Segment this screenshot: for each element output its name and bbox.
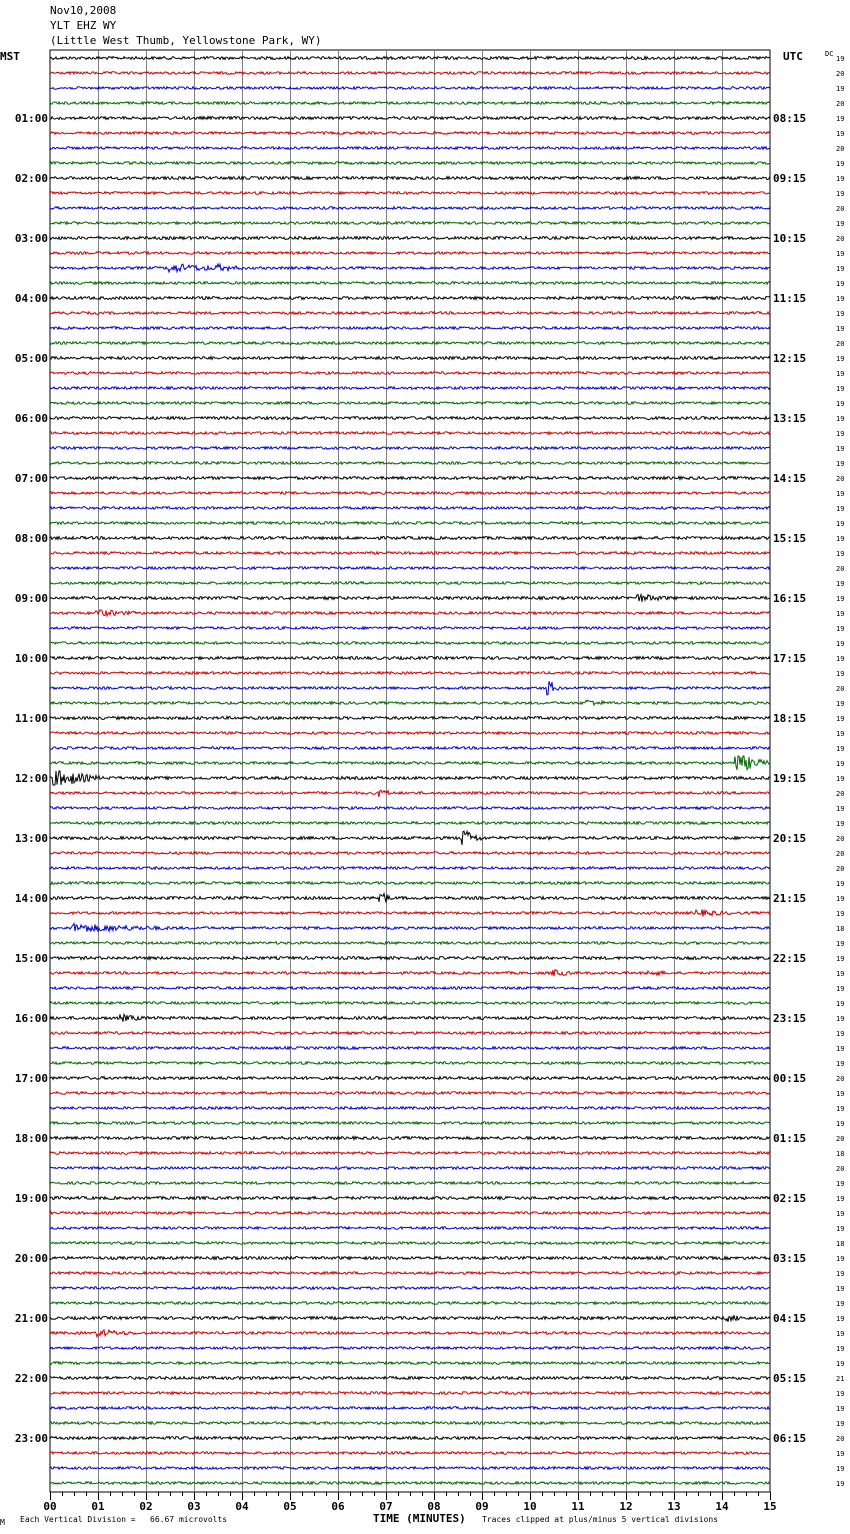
trace-row	[50, 1197, 770, 1200]
dc-offset-label: 19	[836, 130, 845, 138]
dc-offset-label: 19	[836, 595, 845, 603]
trace-row	[50, 372, 770, 375]
time-gridlines	[50, 50, 770, 1492]
left-hour-label: 07:00	[14, 472, 48, 485]
dc-offset-label: 19	[836, 1285, 845, 1293]
trace-row	[50, 1347, 770, 1350]
right-hour-label: 18:15	[773, 712, 807, 725]
dc-offset-label: 20	[836, 835, 845, 843]
right-hour-label: 20:15	[773, 832, 807, 845]
x-tick-label: 07	[379, 1500, 393, 1513]
dc-offset-label: 19	[836, 1405, 845, 1413]
dc-offset-label: 19	[836, 160, 845, 168]
dc-offset-label: 20	[836, 1135, 845, 1143]
left-hour-label: 11:00	[14, 712, 48, 725]
dc-offset-label: 19	[836, 1060, 845, 1068]
dc-offset-label: 19	[836, 940, 845, 948]
left-hour-label: 14:00	[14, 892, 48, 905]
dc-offset-label: 19	[836, 1420, 845, 1428]
dc-offset-label: 20	[836, 1075, 845, 1083]
left-hour-label: 15:00	[14, 952, 48, 965]
trace-row	[50, 1047, 770, 1050]
trace-row	[50, 1302, 770, 1305]
right-hour-label: 11:15	[773, 292, 807, 305]
dc-offset-label: 18	[836, 1150, 845, 1158]
corner-mark: M	[0, 1518, 5, 1527]
trace-row	[50, 1242, 770, 1245]
dc-offset-label: 19	[836, 610, 845, 618]
dc-offset-label: 19	[836, 970, 845, 978]
dc-offset-label: 19	[836, 535, 845, 543]
trace-row	[50, 147, 770, 150]
trace-row	[50, 1014, 770, 1021]
dc-offset-label: 19	[836, 505, 845, 513]
trace-row	[50, 1330, 770, 1337]
trace-row	[50, 537, 770, 540]
left-hour-label: 05:00	[14, 352, 48, 365]
right-hour-label: 08:15	[773, 112, 807, 125]
dc-offset-label: 20	[836, 475, 845, 483]
dc-offset-label: 20	[836, 235, 845, 243]
dc-offset-label: 20	[836, 850, 845, 858]
x-tick-label: 12	[619, 1500, 633, 1513]
trace-row	[50, 567, 770, 570]
trace-row	[50, 942, 770, 945]
dc-offset-label: 19	[836, 190, 845, 198]
station-code: YLT EHZ WY	[50, 19, 117, 32]
right-hour-label: 09:15	[773, 172, 807, 185]
dc-offset-label: 19	[836, 580, 845, 588]
trace-row	[50, 627, 770, 630]
dc-offset-label: 19	[836, 55, 845, 63]
dc-offset-label: 19	[836, 715, 845, 723]
trace-row	[50, 102, 770, 105]
trace-row	[50, 192, 770, 195]
dc-offset-label: 19	[836, 1315, 845, 1323]
dc-offset-label: 19	[836, 385, 845, 393]
trace-row	[50, 756, 770, 770]
left-timezone-label: MST	[0, 50, 20, 63]
dc-header-label: DC	[825, 50, 834, 58]
x-tick-label: 09	[475, 1500, 489, 1513]
trace-row	[50, 717, 770, 720]
left-hour-label: 04:00	[14, 292, 48, 305]
trace-row	[50, 894, 770, 903]
trace-row	[50, 1315, 770, 1322]
x-tick-label: 13	[667, 1500, 681, 1513]
trace-row	[50, 252, 770, 255]
trace-row	[50, 732, 770, 735]
trace-row	[50, 132, 770, 135]
right-hour-label: 19:15	[773, 772, 807, 785]
dc-offset-label: 19	[836, 805, 845, 813]
trace-row	[50, 1227, 770, 1230]
dc-offset-label: 19	[836, 1225, 845, 1233]
dc-offset-label: 20	[836, 685, 845, 693]
left-hour-label: 21:00	[14, 1312, 48, 1325]
dc-offset-label: 19	[836, 640, 845, 648]
dc-offset-label: 21	[836, 1375, 845, 1383]
x-tick-label: 04	[235, 1500, 249, 1513]
dc-offset-label: 19	[836, 355, 845, 363]
trace-row	[50, 923, 770, 931]
trace-row	[50, 297, 770, 300]
trace-row	[50, 312, 770, 315]
left-hour-label: 20:00	[14, 1252, 48, 1265]
trace-row	[50, 177, 770, 180]
trace-row	[50, 747, 770, 750]
trace-row	[50, 1152, 770, 1155]
trace-row	[50, 582, 770, 585]
dc-offset-label: 19	[836, 1030, 845, 1038]
dc-offset-label: 19	[836, 295, 845, 303]
dc-offset-label: 19	[836, 1210, 845, 1218]
trace-row	[50, 222, 770, 225]
seismic-traces	[50, 57, 770, 1485]
left-hour-label: 18:00	[14, 1132, 48, 1145]
right-hour-label: 13:15	[773, 412, 807, 425]
right-hour-label: 01:15	[773, 1132, 807, 1145]
dc-offset-label: 19	[836, 175, 845, 183]
dc-offset-label: 20	[836, 70, 845, 78]
x-tick-label: 00	[43, 1500, 57, 1513]
dc-offset-label: 19	[836, 910, 845, 918]
dc-offset-label: 19	[836, 415, 845, 423]
time-axis	[43, 1492, 776, 1513]
dc-offset-label: 19	[836, 250, 845, 258]
x-axis-title: TIME (MINUTES)	[373, 1512, 466, 1525]
trace-row	[50, 1062, 770, 1065]
dc-offset-label: 19	[836, 325, 845, 333]
dc-offset-label: 19	[836, 1090, 845, 1098]
dc-offset-label: 19	[836, 1180, 845, 1188]
trace-row	[50, 672, 770, 675]
x-tick-label: 05	[283, 1500, 297, 1513]
trace-row	[50, 462, 770, 465]
dc-offset-label: 19	[836, 1330, 845, 1338]
left-hour-label: 02:00	[14, 172, 48, 185]
dc-offset-label: 19	[836, 895, 845, 903]
dc-offset-label: 19	[836, 1465, 845, 1473]
station-location: (Little West Thumb, Yellowstone Park, WY)	[50, 34, 322, 47]
dc-offset-label: 19	[836, 775, 845, 783]
left-hour-label: 06:00	[14, 412, 48, 425]
trace-row	[50, 447, 770, 450]
dc-offset-label: 19	[836, 700, 845, 708]
left-hour-label: 09:00	[14, 592, 48, 605]
clip-note: Traces clipped at plus/minus 5 vertical divisions	[482, 1515, 719, 1524]
trace-row	[50, 1137, 770, 1140]
trace-row	[50, 1437, 770, 1440]
dc-offset-label: 19	[836, 1390, 845, 1398]
dc-offset-label: 18	[836, 925, 845, 933]
trace-row	[50, 681, 770, 695]
trace-row	[50, 1257, 770, 1260]
dc-offset-label: 19	[836, 280, 845, 288]
trace-row	[50, 882, 770, 885]
trace-row	[50, 867, 770, 870]
trace-row	[50, 207, 770, 210]
right-hour-label: 02:15	[773, 1192, 807, 1205]
trace-row	[50, 1482, 770, 1485]
dc-offset-label: 19	[836, 1000, 845, 1008]
dc-offset-label: 19	[836, 1360, 845, 1368]
dc-offset-label: 19	[836, 1045, 845, 1053]
dc-offset-label: 19	[836, 1195, 845, 1203]
plot-date: Nov10,2008	[50, 4, 117, 17]
x-tick-label: 08	[427, 1500, 441, 1513]
right-hour-label: 21:15	[773, 892, 807, 905]
dc-offset-label: 19	[836, 670, 845, 678]
trace-row	[50, 1287, 770, 1290]
dc-offset-label: 20	[836, 145, 845, 153]
dc-offset-label: 19	[836, 1450, 845, 1458]
trace-row	[50, 1272, 770, 1275]
trace-row	[50, 1362, 770, 1365]
trace-row	[50, 327, 770, 330]
dc-offset-label: 19	[836, 445, 845, 453]
right-hour-label: 14:15	[773, 472, 807, 485]
trace-row	[50, 910, 770, 917]
trace-row	[50, 1032, 770, 1035]
trace-row	[50, 957, 770, 960]
dc-offset-label: 20	[836, 1435, 845, 1443]
trace-row	[50, 1422, 770, 1425]
right-hour-label: 12:15	[773, 352, 807, 365]
x-tick-label: 02	[139, 1500, 153, 1513]
x-tick-label: 11	[571, 1500, 585, 1513]
dc-offset-label: 19	[836, 1015, 845, 1023]
dc-offset-label: 20	[836, 205, 845, 213]
trace-row	[50, 1212, 770, 1215]
right-hour-label: 10:15	[773, 232, 807, 245]
dc-offset-label: 19	[836, 520, 845, 528]
trace-row	[50, 264, 770, 272]
trace-row	[50, 1122, 770, 1125]
right-hour-label: 22:15	[773, 952, 807, 965]
trace-row	[50, 987, 770, 990]
trace-row	[50, 610, 770, 616]
dc-offset-label: 19	[836, 430, 845, 438]
trace-row	[50, 642, 770, 645]
dc-offset-label: 19	[836, 85, 845, 93]
dc-offset-label: 19	[836, 955, 845, 963]
trace-row	[50, 1002, 770, 1005]
right-timezone-label: UTC	[783, 50, 803, 63]
dc-offset-label: 19	[836, 265, 845, 273]
dc-offset-label: 19	[836, 400, 845, 408]
trace-row	[50, 771, 770, 785]
right-hour-label: 04:15	[773, 1312, 807, 1325]
trace-row	[50, 72, 770, 75]
trace-row	[50, 700, 770, 705]
trace-row	[50, 595, 770, 602]
dc-offset-label: 20	[836, 100, 845, 108]
trace-row	[50, 282, 770, 285]
trace-row	[50, 1107, 770, 1110]
x-tick-label: 15	[763, 1500, 777, 1513]
dc-offset-label: 19	[836, 370, 845, 378]
right-hour-label: 00:15	[773, 1072, 807, 1085]
dc-offset-label: 19	[836, 115, 845, 123]
x-tick-label: 01	[91, 1500, 105, 1513]
dc-offset-label: 19	[836, 490, 845, 498]
trace-row	[50, 237, 770, 240]
trace-row	[50, 1077, 770, 1080]
dc-offset-label: 19	[836, 1270, 845, 1278]
dc-offset-label: 19	[836, 1300, 845, 1308]
dc-offset-label: 19	[836, 1120, 845, 1128]
trace-row	[50, 357, 770, 360]
trace-row	[50, 552, 770, 555]
left-hour-label: 01:00	[14, 112, 48, 125]
dc-offset-label: 19	[836, 1255, 845, 1263]
dc-offset-label: 19	[836, 310, 845, 318]
trace-row	[50, 852, 770, 855]
trace-row	[50, 387, 770, 390]
dc-offset-label: 20	[836, 565, 845, 573]
trace-row	[50, 402, 770, 405]
left-hour-label: 16:00	[14, 1012, 48, 1025]
trace-row	[50, 417, 770, 420]
dc-offset-label: 19	[836, 220, 845, 228]
x-tick-label: 03	[187, 1500, 201, 1513]
trace-row	[50, 831, 770, 845]
dc-offset-label: 19	[836, 985, 845, 993]
dc-offset-label: 20	[836, 790, 845, 798]
trace-row	[50, 1452, 770, 1455]
left-hour-label: 17:00	[14, 1072, 48, 1085]
dc-offset-label: 19	[836, 820, 845, 828]
trace-row	[50, 1467, 770, 1470]
x-tick-label: 10	[523, 1500, 537, 1513]
left-hour-label: 10:00	[14, 652, 48, 665]
trace-row	[50, 807, 770, 810]
dc-offset-label: 19	[836, 460, 845, 468]
x-tick-label: 06	[331, 1500, 345, 1513]
trace-row	[50, 1392, 770, 1395]
dc-offset-label: 19	[836, 1480, 845, 1488]
trace-row	[50, 790, 770, 797]
trace-row	[50, 477, 770, 480]
trace-row	[50, 117, 770, 120]
trace-row	[50, 162, 770, 165]
left-hour-label: 03:00	[14, 232, 48, 245]
dc-offset-label: 19	[836, 1345, 845, 1353]
trace-row	[50, 57, 770, 60]
trace-row	[50, 1167, 770, 1170]
dc-offset-label: 19	[836, 760, 845, 768]
right-hour-label: 16:15	[773, 592, 807, 605]
trace-row	[50, 1092, 770, 1095]
trace-row	[50, 657, 770, 660]
left-hour-label: 13:00	[14, 832, 48, 845]
trace-row	[50, 1377, 770, 1380]
x-tick-label: 14	[715, 1500, 729, 1513]
right-hour-label: 23:15	[773, 1012, 807, 1025]
trace-row	[50, 432, 770, 435]
dc-offset-label: 20	[836, 340, 845, 348]
trace-row	[50, 87, 770, 90]
dc-offset-label: 19	[836, 730, 845, 738]
dc-offset-label: 19	[836, 1105, 845, 1113]
dc-offset-label: 20	[836, 1165, 845, 1173]
trace-row	[50, 507, 770, 510]
trace-row	[50, 970, 770, 977]
left-hour-label: 12:00	[14, 772, 48, 785]
right-hour-label: 17:15	[773, 652, 807, 665]
trace-row	[50, 822, 770, 825]
dc-offset-label: 20	[836, 865, 845, 873]
trace-row	[50, 492, 770, 495]
dc-offset-label: 19	[836, 655, 845, 663]
dc-offset-label: 18	[836, 1240, 845, 1248]
left-hour-label: 08:00	[14, 532, 48, 545]
trace-row	[50, 1182, 770, 1185]
left-hour-label: 22:00	[14, 1372, 48, 1385]
scale-note: Each Vertical Division = 66.67 microvolts	[20, 1515, 228, 1524]
dc-offset-label: 19	[836, 745, 845, 753]
plot-frame	[50, 50, 770, 1492]
dc-offset-label: 19	[836, 550, 845, 558]
right-hour-label: 03:15	[773, 1252, 807, 1265]
trace-row	[50, 1407, 770, 1410]
left-hour-label: 19:00	[14, 1192, 48, 1205]
right-hour-label: 15:15	[773, 532, 807, 545]
dc-offset-label: 19	[836, 880, 845, 888]
left-hour-label: 23:00	[14, 1432, 48, 1445]
right-hour-label: 05:15	[773, 1372, 807, 1385]
trace-row	[50, 342, 770, 345]
trace-row	[50, 522, 770, 525]
dc-offset-label: 19	[836, 625, 845, 633]
right-hour-label: 06:15	[773, 1432, 807, 1445]
